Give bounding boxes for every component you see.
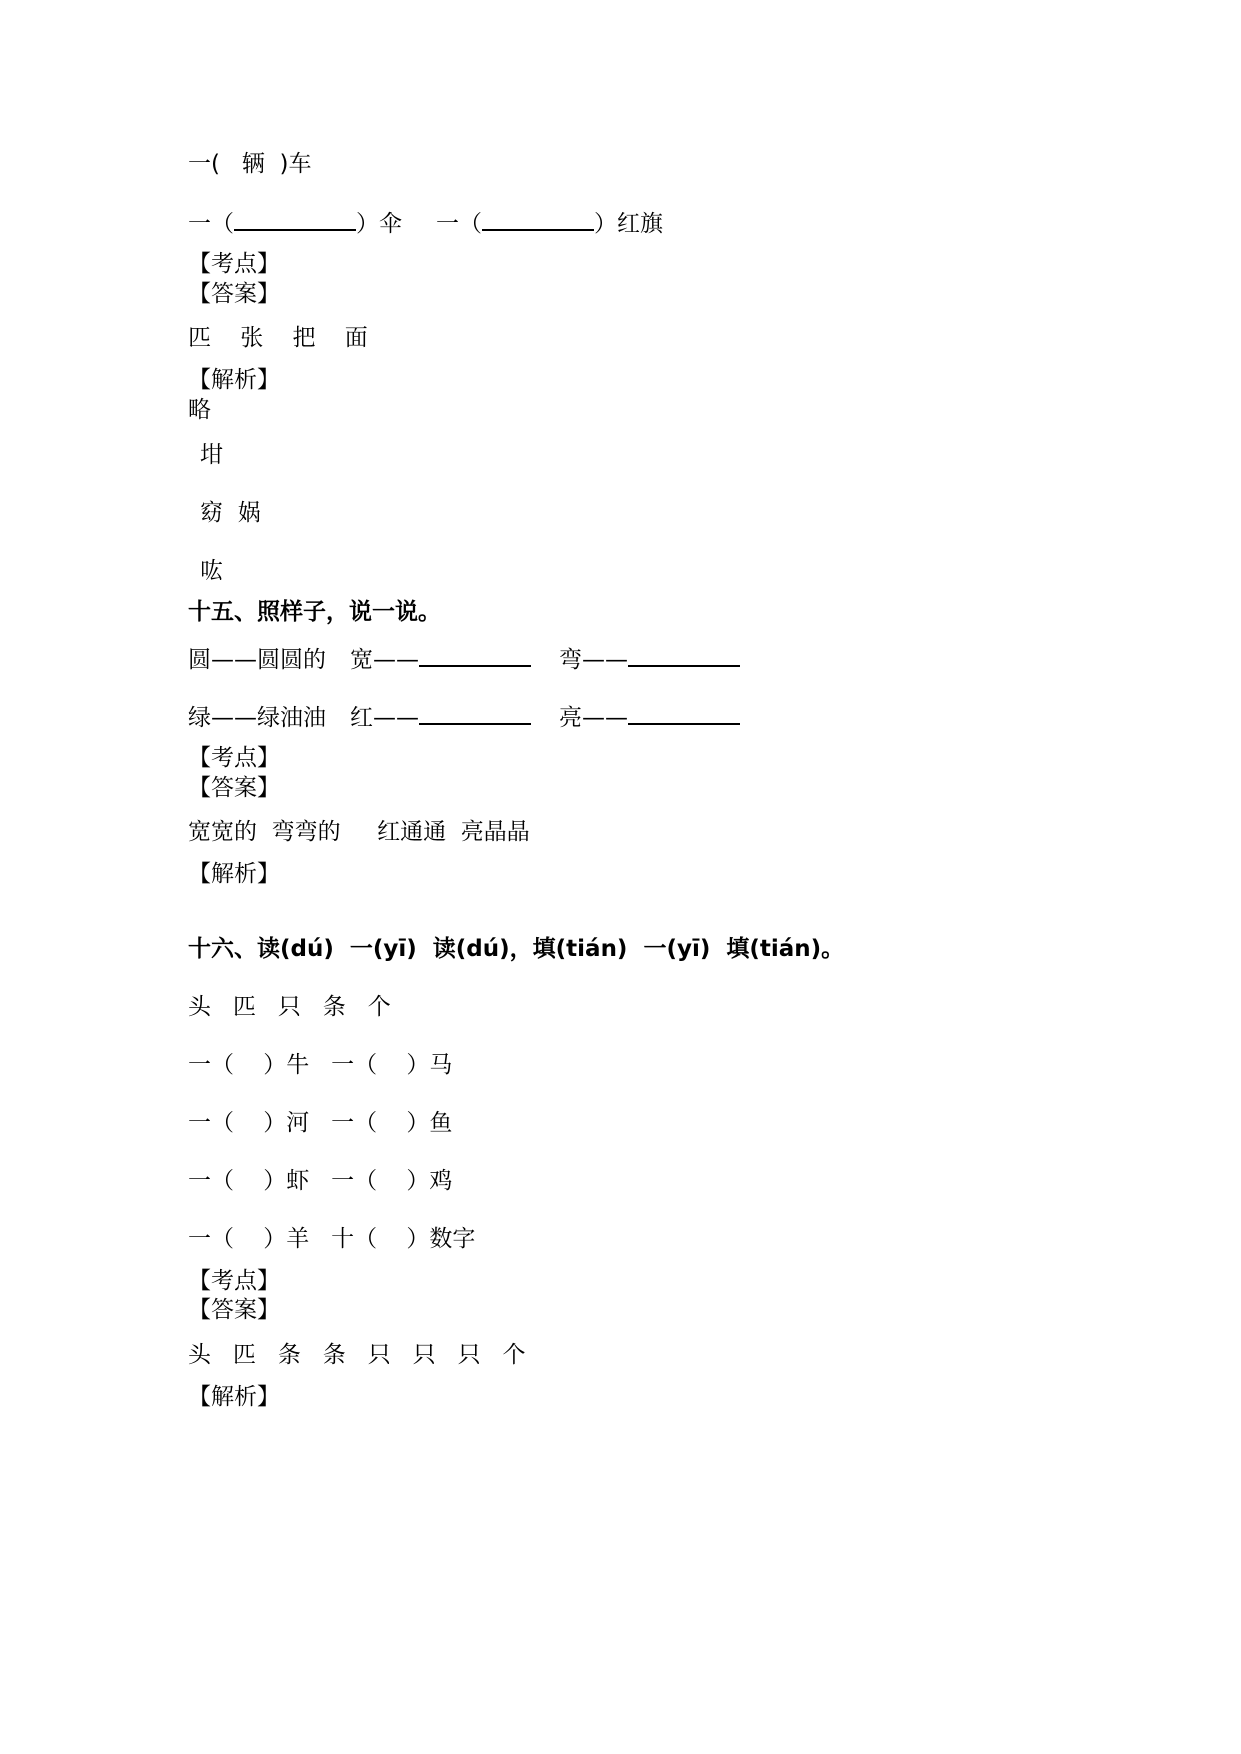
character-item: 窈 娲 bbox=[200, 500, 261, 526]
fill-row: 一（ ）羊 十（ ）数字 bbox=[188, 1226, 476, 1252]
row-word: ）伞 bbox=[356, 211, 402, 237]
analysis-label: 【解析】 bbox=[188, 1384, 280, 1410]
blank-line bbox=[628, 643, 740, 667]
prompt-word: 宽—— bbox=[350, 647, 419, 673]
question-16-title: 十六、读(dú) 一(yī) 读(dú)，填(tián) 一(yī) 填(tián)。 bbox=[188, 936, 845, 962]
fill-row: 一（ ）虾 一（ ）鸡 bbox=[188, 1168, 453, 1194]
fill-row: 一（ ）河 一（ ）鱼 bbox=[188, 1110, 453, 1136]
question-15-title: 十五、照样子，说一说。 bbox=[188, 599, 441, 625]
analysis-label: 【解析】 bbox=[188, 861, 280, 887]
prompt-word: 弯—— bbox=[559, 647, 628, 673]
answer-text: 宽宽的 弯弯的 红通通 亮晶晶 bbox=[188, 819, 530, 845]
fill-blank-row bbox=[188, 207, 663, 239]
blank-line bbox=[419, 701, 531, 725]
blank-line bbox=[628, 701, 740, 725]
character-item: 吰 bbox=[200, 558, 223, 584]
row-prefix: 一（ bbox=[436, 211, 482, 237]
blank-line bbox=[234, 207, 356, 231]
fill-row: 一（ ）牛 一（ ）马 bbox=[188, 1052, 453, 1078]
example-text: 绿——绿油油 bbox=[188, 705, 326, 731]
row-prefix: 一（ bbox=[188, 211, 234, 237]
answer-label: 【答案】 bbox=[188, 775, 280, 801]
answer-label: 【答案】 bbox=[188, 1297, 280, 1323]
example-text: 圆——圆圆的 bbox=[188, 647, 326, 673]
answer-text: 头 匹 条 条 只 只 只 个 bbox=[188, 1342, 526, 1368]
blank-line bbox=[482, 207, 594, 231]
measure-word-example: 一( 辆 )车 bbox=[188, 151, 312, 177]
blank-line bbox=[419, 643, 531, 667]
kaodian-label: 【考点】 bbox=[188, 1268, 280, 1294]
prompt-word: 红—— bbox=[350, 705, 419, 731]
character-item: 坩 bbox=[200, 442, 223, 468]
example-row bbox=[188, 701, 740, 733]
prompt-word: 亮—— bbox=[559, 705, 628, 731]
row-word: ）红旗 bbox=[594, 211, 663, 237]
analysis-label: 【解析】 bbox=[188, 367, 280, 393]
answer-text: 匹 张 把 面 bbox=[188, 325, 368, 351]
kaodian-label: 【考点】 bbox=[188, 745, 280, 771]
kaodian-label: 【考点】 bbox=[188, 251, 280, 277]
example-row bbox=[188, 643, 740, 675]
analysis-text: 略 bbox=[188, 397, 211, 423]
word-bank: 头 匹 只 条 个 bbox=[188, 994, 391, 1020]
answer-label: 【答案】 bbox=[188, 281, 280, 307]
